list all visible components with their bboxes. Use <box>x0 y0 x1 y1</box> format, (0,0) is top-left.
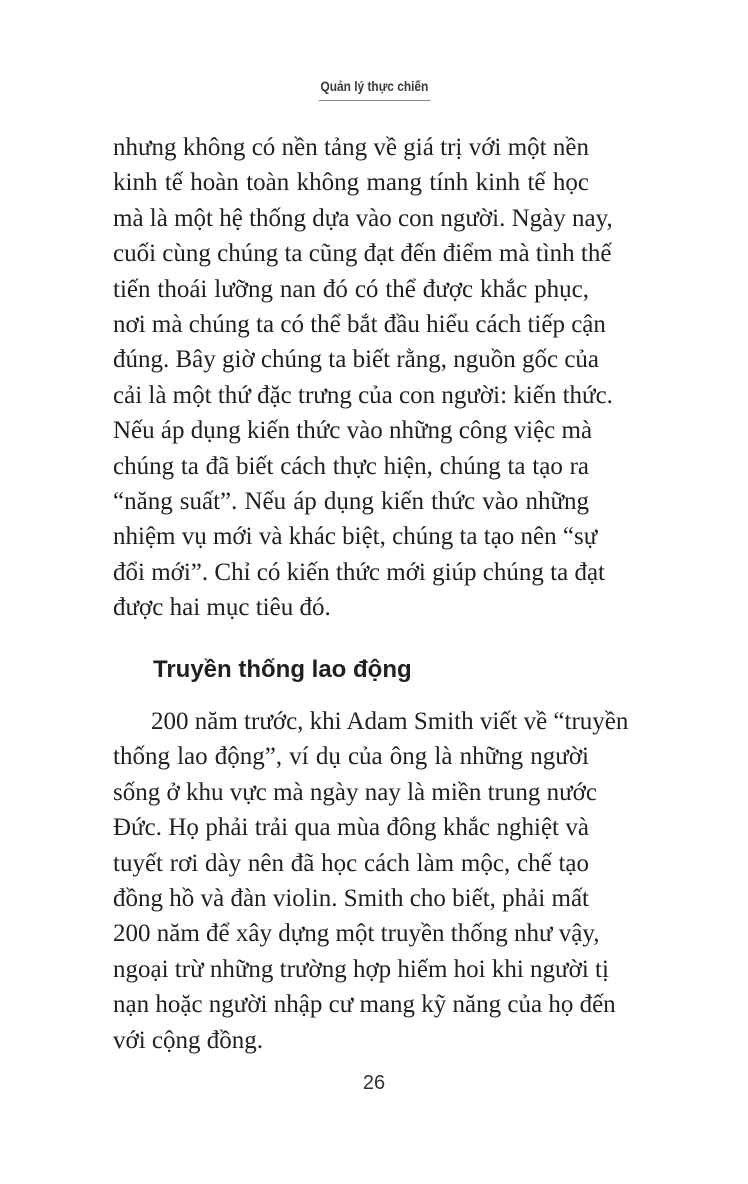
text-line: tuyết rơi dày nên đã học cách làm mộc, chế tạo <box>113 849 589 877</box>
text-line: đổi mới”. Chỉ có kiến thức mới giúp chúng ta đạt <box>113 558 605 586</box>
text-line: đồng hồ và đàn violin. Smith cho biết, phải mất <box>113 884 589 912</box>
paragraph-2 <box>113 704 629 1058</box>
text-line: được hai mục tiêu đó. <box>113 594 331 622</box>
section-heading: Truyền thống lao động <box>153 656 412 683</box>
text-line: thống lao động”, ví dụ của ông là những người <box>113 743 589 771</box>
text-line: đúng. Bây giờ chúng ta biết rằng, nguồn gốc của <box>113 346 600 374</box>
text-line: Đức. Họ phải trải qua mùa đông khắc nghiệt và <box>113 814 589 842</box>
text-line: Nếu áp dụng kiến thức vào những công việc mà <box>113 417 593 445</box>
text-line: “năng suất”. Nếu áp dụng kiến thức vào những <box>113 487 589 515</box>
text-line: chúng ta đã biết cách thực hiện, chúng ta tạo ra <box>113 452 589 480</box>
text-line: nhiệm vụ mới và khác biệt, chúng ta tạo nên “sự <box>113 523 598 551</box>
text-line: kinh tế hoàn toàn không mang tính kinh tế học <box>113 169 589 197</box>
text-line: nơi mà chúng ta có thể bắt đầu hiểu cách tiếp cận <box>113 310 606 338</box>
text-line: 200 năm trước, khi Adam Smith viết về “truyền <box>151 708 629 735</box>
text-line: nhưng không có nền tảng về giá trị với một nền <box>113 134 589 161</box>
text-line: mà là một hệ thống dựa vào con người. Ngày nay, <box>113 204 613 232</box>
text-line: nạn hoặc người nhập cư mang kỹ năng của họ đến <box>113 991 616 1019</box>
text-line: với cộng đồng. <box>113 1026 264 1054</box>
running-title: Quản lý thực chiến <box>318 78 429 101</box>
text-line: cải là một thứ đặc trưng của con người: kiến thức. <box>113 381 613 409</box>
page-number: 26 <box>362 1072 386 1094</box>
text-line: cuối cùng chúng ta cũng đạt đến điểm mà tình thế <box>113 240 612 268</box>
text-line: ngoại trừ những trường hợp hiếm hoi khi người tị <box>113 955 609 983</box>
running-header <box>0 78 748 101</box>
text-line: sống ở khu vực mà ngày nay là miền trung nước <box>113 778 597 806</box>
text-line: 200 năm để xây dựng một truyền thống như vậy, <box>113 920 600 948</box>
text-line: tiến thoái lưỡng nan đó có thể được khắc phục, <box>113 275 589 303</box>
paragraph-1 <box>113 130 613 625</box>
